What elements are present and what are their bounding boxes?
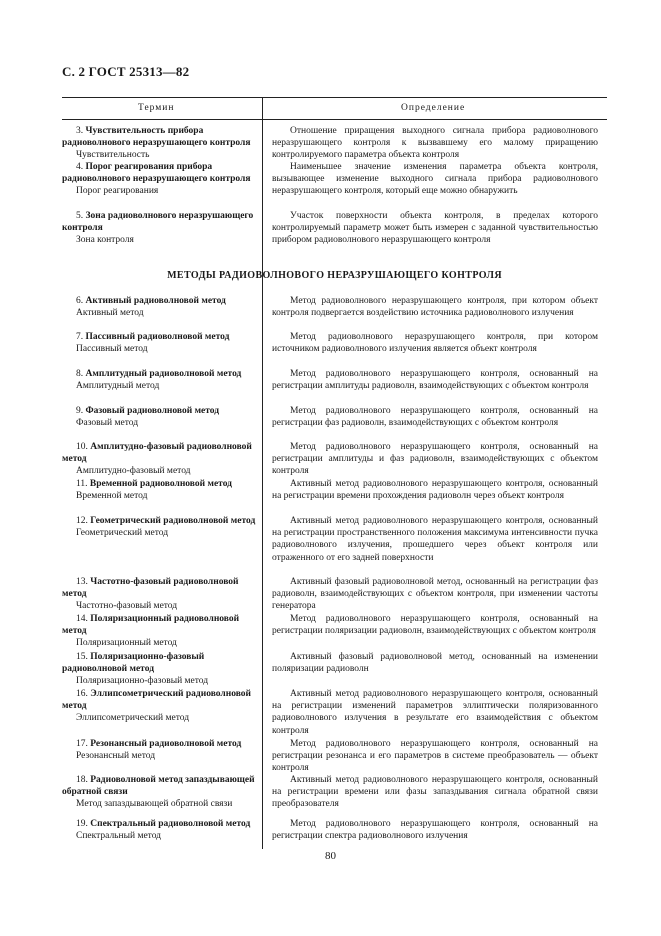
definition-cell (272, 331, 598, 355)
definition-text: Участок поверхности объекта контроля, в пределах которого контролируемый параметр может быть измерен с заданной чувствительностью прибором радиоволнового неразрушающего контроля (272, 211, 598, 246)
term-cell (62, 441, 258, 478)
section-title: МЕТОДЫ РАДИОВОЛНОВОГО НЕРАЗРУШАЮЩЕГО КОНТРОЛЯ (167, 270, 502, 281)
term-cell (62, 774, 258, 811)
definition-cell (272, 368, 598, 392)
term-name: Резонансный радиоволновой метод (90, 739, 242, 749)
term-number: 6. (76, 296, 84, 306)
term-cell (62, 515, 258, 539)
term-short-name: Резонансный метод (76, 751, 156, 762)
definition-text: Активный метод радиоволнового неразрушающего контроля, основанный на регистрации изменений параметров эллиптически поляризованного радиоволнового излучения в результате его взаимодействия с объектом контроля (272, 689, 598, 736)
term-name: Пассивный радиоволновой метод (85, 332, 230, 342)
definition-cell (272, 738, 598, 775)
term-name: Порог реагирования прибора радиоволнового неразрушающего контроля (62, 162, 251, 185)
definition-cell (272, 441, 598, 478)
column-header-term: Термин (138, 103, 175, 113)
definition-cell (272, 774, 598, 811)
term-number: 4. (76, 162, 84, 172)
term-short-name: Эллипсометрический метод (76, 713, 190, 724)
term-short-name: Чувствительность (76, 150, 150, 161)
term-short-name: Порог реагирования (76, 186, 159, 197)
definition-text: Активный фазовый радиоволновой метод, основанный на изменении поляризации радиоволн (272, 652, 598, 675)
term-name: Поляризационно-фазовый радиоволновой метод (62, 652, 205, 675)
definition-text: Активный метод радиоволнового неразрушающего контроля, основанный на регистрации времени прохождения радиоволн через объект контроля (272, 479, 598, 502)
term-number: 7. (76, 332, 84, 342)
term-name: Амплитудный радиоволновой метод (85, 369, 242, 379)
term-cell (62, 161, 258, 198)
term-name: Частотно-фазовый радиоволновой метод (62, 577, 239, 600)
term-short-name: Поляризационный метод (76, 638, 177, 649)
definition-text: Отношение приращения выходного сигнала прибора радиоволнового неразрушающего контроля к вызвавшему его малому приращению контролируемого параметра объекта контроля (272, 126, 598, 161)
definition-cell (272, 125, 598, 162)
term-number: 5. (76, 211, 84, 221)
term-cell (62, 125, 258, 162)
term-short-name: Геометрический метод (76, 528, 169, 539)
definition-text: Метод радиоволнового неразрушающего контроля, основанный на регистрации поляризации радиоволн, взаимодействующих с объектом контроля (272, 614, 598, 637)
term-cell (62, 405, 258, 429)
term-short-name: Амплитудно-фазовый метод (76, 466, 191, 477)
term-short-name: Зона контроля (76, 235, 134, 246)
term-short-name: Временной метод (76, 491, 148, 502)
term-name: Активный радиоволновой метод (85, 296, 226, 306)
page-header: С. 2 ГОСТ 25313—82 (62, 64, 190, 79)
term-number: 12. (76, 516, 88, 526)
term-short-name: Спектральный метод (76, 831, 162, 842)
term-number: 10. (76, 442, 88, 452)
column-divider (262, 97, 263, 849)
page-number: 80 (325, 850, 336, 862)
term-number: 14. (76, 614, 88, 624)
definition-text: Метод радиоволнового неразрушающего контроля, при котором источником радиоволнового излучения является объект контроля (272, 332, 598, 355)
term-short-name: Пассивный метод (76, 344, 148, 355)
definition-text: Метод радиоволнового неразрушающего контроля, основанный на регистрации амплитуды и фаз радиоволн, взаимодействующих с объектом контроля (272, 442, 598, 477)
term-name: Фазовый радиоволновой метод (85, 406, 220, 416)
term-short-name: Амплитудный метод (76, 381, 160, 392)
definition-text: Метод радиоволнового неразрушающего контроля, основанный на регистрации фаз радиоволн, взаимодействующих с объектом контроля (272, 406, 598, 429)
term-cell (62, 368, 258, 392)
term-cell (62, 478, 258, 502)
definition-cell (272, 613, 598, 637)
term-cell (62, 688, 258, 725)
term-number: 16. (76, 689, 88, 699)
definition-cell (272, 818, 598, 842)
term-cell (62, 818, 258, 842)
term-name: Зона радиоволнового неразрушающего контроля (62, 211, 254, 234)
term-number: 9. (76, 406, 84, 416)
term-number: 11. (76, 479, 88, 489)
term-number: 3. (76, 126, 84, 136)
definition-cell (272, 405, 598, 429)
term-short-name: Поляризационно-фазовый метод (76, 676, 209, 687)
term-number: 18. (76, 775, 88, 785)
definition-text: Метод радиоволнового неразрушающего контроля, основанный на регистрации спектра радиоволнового излучения (272, 819, 598, 842)
definition-text: Активный метод радиоволнового неразрушающего контроля, основанный на регистрации пространственного положения максимума интенсивности пучка радиоволнового излучения, прошедшего через объект контроля или отраженного от его задней поверхности (272, 516, 598, 563)
definition-cell (272, 295, 598, 319)
definition-cell (272, 161, 598, 198)
term-cell (62, 651, 258, 688)
term-cell (62, 210, 258, 247)
term-name: Временной радиоволновой метод (89, 479, 232, 489)
table-header-rule (62, 119, 607, 120)
term-number: 19. (76, 819, 88, 829)
definition-cell (272, 688, 598, 737)
definition-text: Метод радиоволнового неразрушающего контроля, основанный на регистрации амплитуды радиоволн, взаимодействующих с объектом контроля (272, 369, 598, 392)
definition-cell (272, 576, 598, 613)
definition-text: Наименьшее значение изменения параметра объекта контроля, вызывающее изменение выходного сигнала прибора радиоволнового неразрушающего контроля, который еще можно обнаружить (272, 162, 598, 197)
term-cell (62, 576, 258, 613)
term-name: Геометрический радиоволновой метод (90, 516, 256, 526)
definition-cell (272, 651, 598, 675)
term-number: 13. (76, 577, 88, 587)
definition-cell (272, 210, 598, 247)
definition-cell (272, 515, 598, 564)
term-name: Поляризационный радиоволновой метод (62, 614, 240, 637)
definition-text: Активный метод радиоволнового неразрушающего контроля, основанный на регистрации времени или фазы запаздывания сигнала обратной связи преобразователя (272, 775, 598, 810)
term-cell (62, 295, 258, 319)
term-cell (62, 738, 258, 762)
term-name: Амплитудно-фазовый радиоволновой метод (62, 442, 252, 465)
term-number: 15. (76, 652, 88, 662)
term-short-name: Частотно-фазовый метод (76, 601, 178, 612)
definition-text: Метод радиоволнового неразрушающего контроля, основанный на регистрации резонанса и его параметров в системе преобразователь — объект контроля (272, 739, 598, 774)
table-top-rule (62, 97, 607, 98)
term-number: 17. (76, 739, 88, 749)
definition-text: Активный фазовый радиоволновой метод, основанный на регистрации фаз радиоволн, взаимодействующих с объектом контроля, при изменении частоты генератора (272, 577, 598, 612)
term-name: Спектральный радиоволновой метод (90, 819, 251, 829)
column-header-definition: Определение (401, 103, 466, 113)
term-name: Эллипсометрический радиоволновой метод (62, 689, 252, 712)
term-cell (62, 331, 258, 355)
term-name: Чувствительность прибора радиоволнового неразрушающего контроля (62, 126, 251, 149)
term-cell (62, 613, 258, 650)
term-short-name: Активный метод (76, 308, 144, 319)
term-short-name: Фазовый метод (76, 418, 139, 429)
definition-cell (272, 478, 598, 502)
term-number: 8. (76, 369, 84, 379)
term-name: Радиоволновой метод запаздывающей обратной связи (62, 775, 255, 798)
term-short-name: Метод запаздывающей обратной связи (76, 799, 233, 810)
definition-text: Метод радиоволнового неразрушающего контроля, при котором объект контроля подвергается воздействию источника радиоволнового излучения (272, 296, 598, 319)
